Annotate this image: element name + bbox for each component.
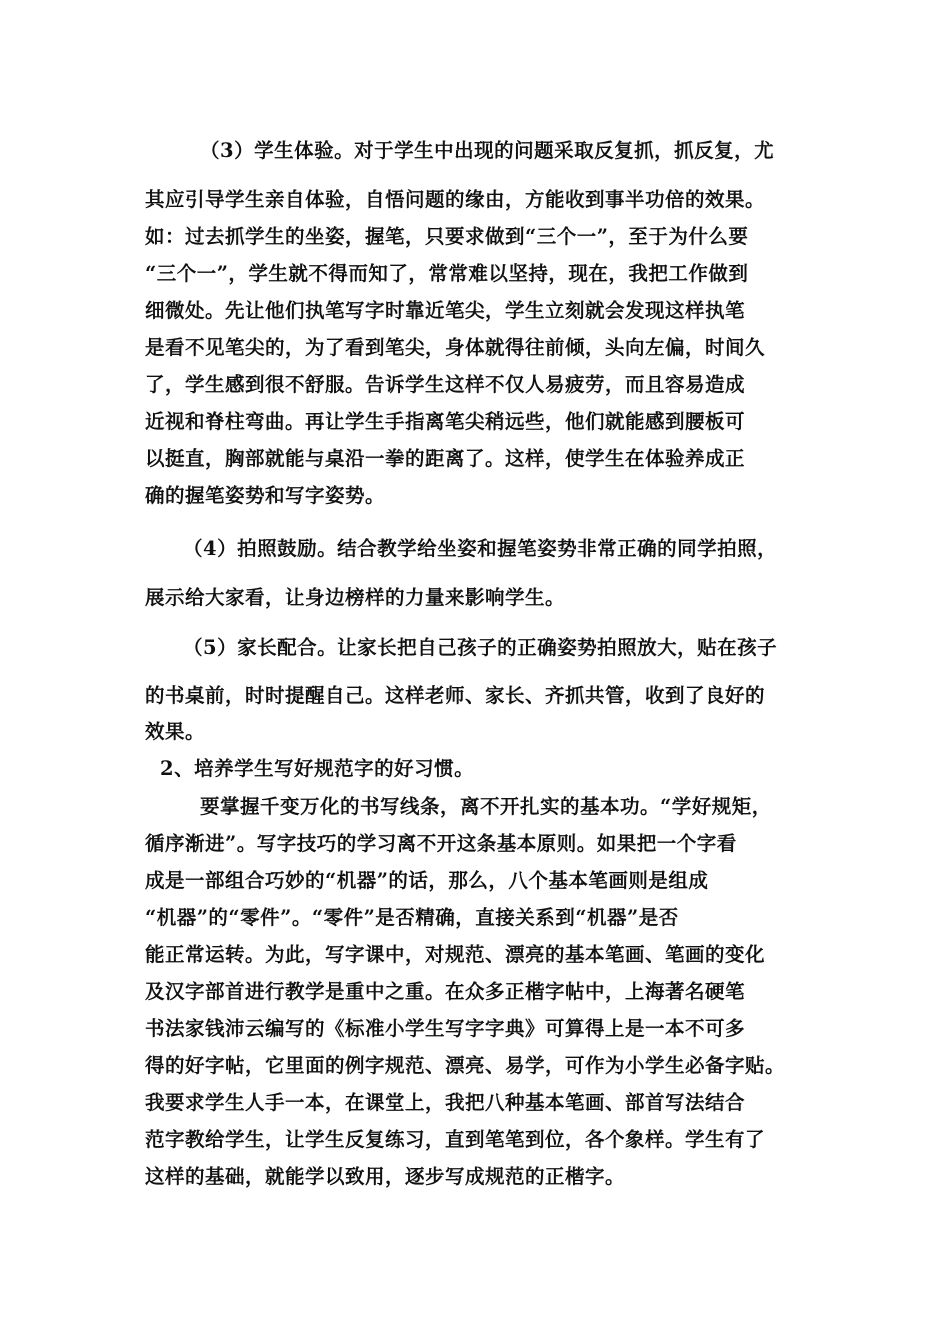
text-line: 了，学生感到很不舒服。告诉学生这样不仅人易疲劳，而且容易造成 xyxy=(145,373,746,396)
text-line: 是看不见笔尖的，为了看到笔尖，身体就得往前倾，头向左偏，时间久 xyxy=(145,336,766,359)
text-line: 展示给大家看，让身边榜样的力量来影响学生。 xyxy=(145,586,566,609)
text-line: 书法家钱沛云编写的《标准小学生写字字典》可算得上是一本不可多 xyxy=(145,1017,746,1040)
text-line: 以挺直，胸部就能与桌沿一拳的距离了。这样，使学生在体验养成正 xyxy=(145,447,746,470)
text-line: 及汉字部首进行教学是重中之重。在众多正楷字帖中，上海著名硬笔 xyxy=(145,980,746,1003)
text-line: “机器”的“零件”。“零件”是否精确，直接关系到“机器”是否 xyxy=(145,906,679,929)
text-line: 的书桌前，时时提醒自己。这样老师、家长、齐抓共管，收到了良好的 xyxy=(145,684,766,707)
text-line: （5）家长配合。让家长把自己孩子的正确姿势拍照放大，贴在孩子 xyxy=(183,636,778,659)
text-line: 近视和脊柱弯曲。再让学生手指离笔尖稍远些，他们就能感到腰板可 xyxy=(145,410,746,433)
text-line: （3）学生体验。对于学生中出现的问题采取反复抓，抓反复，尤 xyxy=(200,139,775,162)
text-line: 能正常运转。为此，写字课中，对规范、漂亮的基本笔画、笔画的变化 xyxy=(145,943,766,966)
section-heading: 2、培养学生写好规范字的好习惯。 xyxy=(160,757,475,780)
text-line: 其应引导学生亲自体验，自悟问题的缘由，方能收到事半功倍的效果。 xyxy=(145,188,766,211)
text-line: 细微处。先让他们执笔写字时靠近笔尖，学生立刻就会发现这样执笔 xyxy=(145,299,746,322)
text-line: 成是一部组合巧妙的“机器”的话，那么，八个基本笔画则是组成 xyxy=(145,869,709,892)
text-line: 范字教给学生，让学生反复练习，直到笔笔到位，各个象样。学生有了 xyxy=(145,1128,766,1151)
text-line: 要掌握千变万化的书写线条，离不开扎实的基本功。“学好规矩， xyxy=(200,795,772,818)
text-line: （4）拍照鼓励。结合教学给坐姿和握笔姿势非常正确的同学拍照， xyxy=(183,537,778,560)
text-line: 确的握笔姿势和写字姿势。 xyxy=(145,484,386,507)
text-line: 循序渐进”。写字技巧的学习离不开这条基本原则。如果把一个字看 xyxy=(145,832,737,855)
text-line: 效果。 xyxy=(145,720,206,743)
text-line: 得的好字帖，它里面的例字规范、漂亮、易学，可作为小学生必备字贴。 xyxy=(145,1054,786,1077)
text-line: “三个一”，学生就不得而知了，常常难以坚持，现在，我把工作做到 xyxy=(145,262,749,285)
text-line: 如：过去抓学生的坐姿，握笔，只要求做到“三个一”，至于为什么要 xyxy=(145,225,749,248)
text-line: 这样的基础，就能学以致用，逐步写成规范的正楷字。 xyxy=(145,1165,626,1188)
text-line: 我要求学生人手一本，在课堂上，我把八种基本笔画、部首写法结合 xyxy=(145,1091,746,1114)
